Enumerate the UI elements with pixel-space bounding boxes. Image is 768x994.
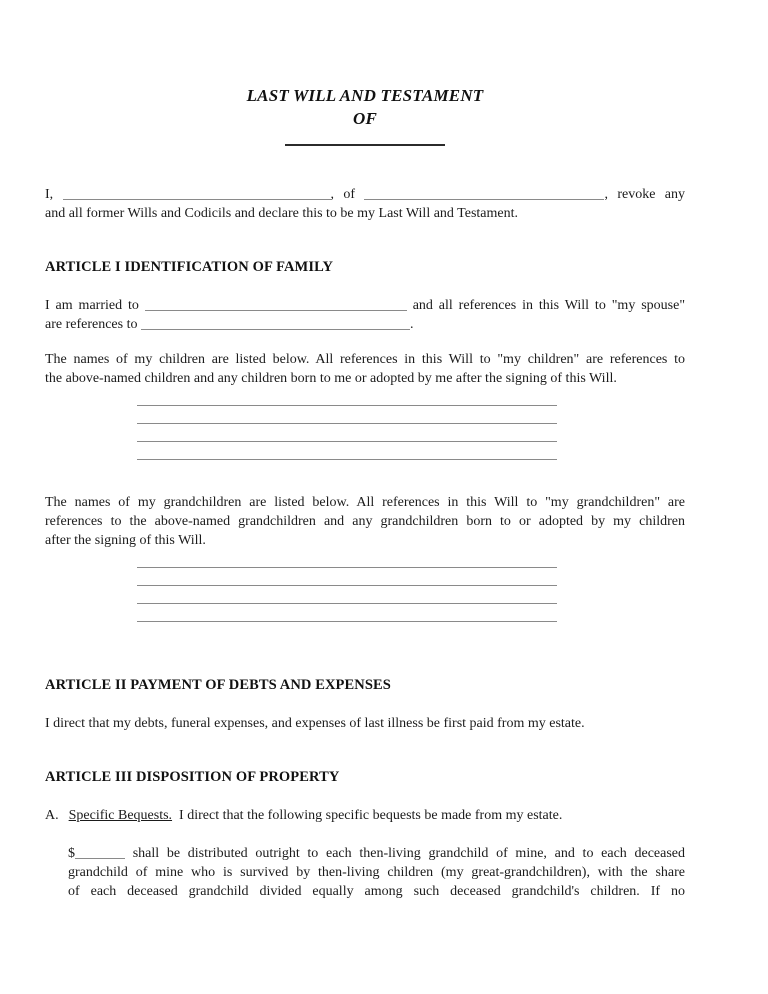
grandchildren-paragraph xyxy=(45,493,685,550)
children-name-blank-line-1 xyxy=(137,388,557,406)
spouse-text-3: are references to xyxy=(45,317,138,332)
spouse-paragraph xyxy=(45,296,685,334)
spouse-name-blank xyxy=(145,298,407,311)
article-1-heading: ARTICLE I IDENTIFICATION OF FAMILY xyxy=(45,259,334,275)
children-name-blank-line-2 xyxy=(137,406,557,424)
spouse-text-4: . xyxy=(409,317,414,332)
spouse-reference-blank xyxy=(141,317,410,330)
spouse-line-1 xyxy=(45,296,685,315)
currency-symbol: $ xyxy=(68,846,75,861)
bequest-amount-blank xyxy=(75,846,125,859)
grandchildren-name-blank-line-2 xyxy=(137,568,557,586)
intro-line-2: and all former Wills and Codicils and declare this to be my Last Will and Testament. xyxy=(45,206,519,221)
bequest-line-1 xyxy=(68,844,685,863)
article-3-heading: ARTICLE III DISPOSITION OF PROPERTY xyxy=(45,769,340,785)
item-a-label: A. xyxy=(45,808,59,823)
article-2-heading: ARTICLE II PAYMENT OF DEBTS AND EXPENSES xyxy=(45,677,391,693)
grandchildren-name-blank-line-4 xyxy=(137,604,557,622)
intro-text-2: , of xyxy=(330,187,356,202)
intro-text-3: , revoke any xyxy=(604,187,685,202)
intro-text-1: I, xyxy=(45,187,54,202)
spouse-text-2: and all references in this Will to "my spouse" xyxy=(412,298,686,313)
bequest-paragraph xyxy=(68,844,685,901)
specific-bequests-underlined-label: Specific Bequests. xyxy=(68,808,173,823)
debts-paragraph xyxy=(45,714,685,733)
grandchildren-line-3: after the signing of this Will. xyxy=(45,533,206,548)
grandchildren-line-1: The names of my grandchildren are listed below. All references in this Will to "my grandchildren" are xyxy=(45,495,685,510)
intro-paragraph xyxy=(45,185,685,223)
debts-line-1: I direct that my debts, funeral expenses, and expenses of last illness be first paid from my estate. xyxy=(45,716,585,731)
specific-bequests-lead xyxy=(45,806,685,825)
grandchildren-name-blank-line-1 xyxy=(137,550,557,568)
children-name-blank-line-4 xyxy=(137,442,557,460)
children-line-2: the above-named children and any children born to me or adopted by me after the signing of this Will. xyxy=(45,371,617,386)
children-paragraph xyxy=(45,350,685,388)
grandchildren-name-blank-line-3 xyxy=(137,586,557,604)
title-line-1: LAST WILL AND TESTAMENT xyxy=(246,86,484,105)
bequest-line-3: of each deceased grandchild divided equally among such deceased grandchild's children. If no xyxy=(68,884,685,899)
specific-bequests-line xyxy=(45,806,685,825)
testator-residence-blank xyxy=(364,187,604,200)
grandchildren-names-list xyxy=(137,550,557,622)
children-names-list xyxy=(137,388,557,460)
spouse-text-1: I am married to xyxy=(45,298,139,313)
intro-line-1 xyxy=(45,185,685,204)
testator-name-inline-blank xyxy=(63,187,331,200)
bequest-line-2: grandchild of mine who is survived by then-living children (my great-grandchildren), with the share xyxy=(68,865,685,880)
spouse-line-2 xyxy=(45,315,685,334)
specific-bequests-text: I direct that the following specific bequests be made from my estate. xyxy=(179,808,563,823)
document-title xyxy=(45,84,685,130)
grandchildren-line-2: references to the above-named grandchildren and any grandchildren born to or adopted by my children xyxy=(45,514,685,529)
children-line-1: The names of my children are listed below. All references in this Will to "my children" are references to xyxy=(45,352,685,367)
title-line-2: OF xyxy=(352,109,378,128)
children-name-blank-line-3 xyxy=(137,424,557,442)
bequest-text-1: shall be distributed outright to each then-living grandchild of mine, and to each deceased xyxy=(132,846,686,861)
testator-name-blank-line xyxy=(285,130,445,146)
